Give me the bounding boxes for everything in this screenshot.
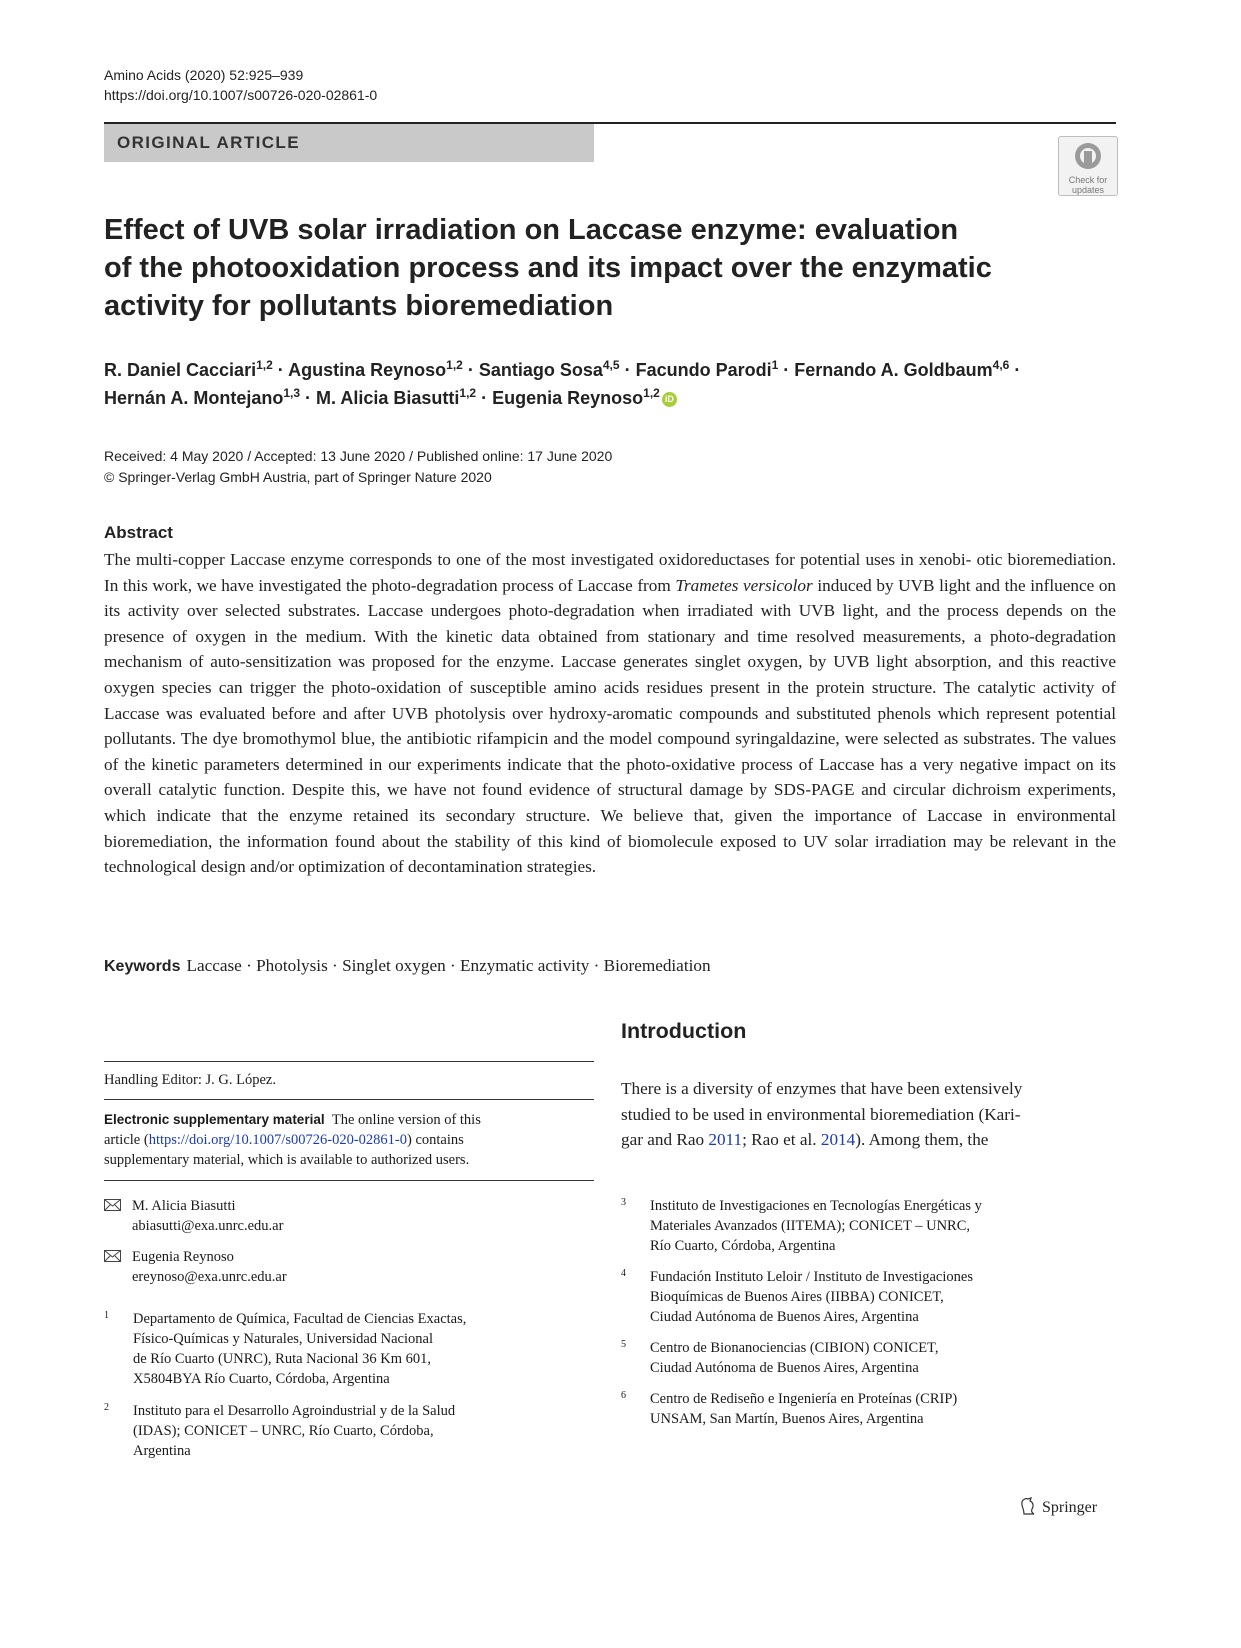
abstract-text: selected as substrates. The values of the kinetic parameters determined in our experiments indicate that the photo-oxidative	[104, 729, 1117, 774]
author-name[interactable]: Agustina Reynoso	[288, 360, 447, 380]
keywords-label: Keywords	[104, 958, 181, 975]
affiliation-line: Ciudad Autónoma de Buenos Aires, Argentina	[650, 1360, 919, 1376]
affiliation-line: (IDAS); CONICET – UNRC, Río Cuarto, Córdoba,	[133, 1423, 434, 1439]
footnote-rule	[104, 1099, 594, 1100]
abstract-text: structure. We believe that, given the importance of Laccase in environmental bioremediation, the information found about	[104, 805, 1116, 851]
contact-email[interactable]: ereynoso@exa.unrc.edu.ar	[132, 1269, 287, 1285]
abstract-text: the enzyme. Laccase generates singlet oxygen, by UVB light absorption, and this reactive oxygen species can trigger the	[104, 652, 1117, 697]
check-for-updates-icon	[1073, 141, 1103, 171]
contact-name: M. Alicia Biasutti	[132, 1198, 236, 1214]
springer-horse-icon	[1018, 1496, 1038, 1516]
article-type-label: ORIGINAL ARTICLE	[117, 133, 300, 152]
esm-link[interactable]: https://doi.org/10.1007/s00726-020-02861-0	[148, 1132, 408, 1148]
author-name[interactable]: R. Daniel Cacciari	[104, 360, 257, 380]
abstract-text: optimization of decontamination strategies.	[298, 857, 597, 877]
intro-text: ; Rao et al.	[742, 1130, 821, 1150]
affiliation-number: 4	[621, 1268, 626, 1279]
author-affiliation: 4,6	[992, 358, 1010, 372]
citation-link[interactable]: 2011	[708, 1130, 743, 1150]
publication-dates	[104, 446, 612, 488]
esm-label: Electronic supplementary material	[104, 1112, 325, 1127]
introduction-body	[621, 1076, 1114, 1153]
abstract-text: process of Laccase has a very negative impact on its overall catalytic function. Despite this, we have not found evidence of	[104, 754, 1116, 800]
citation-link[interactable]: 2014	[820, 1130, 856, 1150]
affiliation-entry	[621, 1267, 1061, 1327]
author-list	[104, 356, 1114, 412]
doi-line[interactable]: https://doi.org/10.1007/s00726-020-02861-0	[104, 87, 378, 103]
affiliation-line: Bioquímicas de Buenos Aires (IIBBA) CONICET,	[650, 1289, 944, 1305]
keywords-text: Laccase · Photolysis · Singlet oxygen · Enzymatic activity · Bioremediation	[186, 956, 711, 975]
title-line: Effect of UVB solar irradiation on Laccase enzyme: evaluation	[104, 214, 959, 246]
affiliation-entry	[104, 1401, 544, 1461]
affiliation-line: Centro de Rediseño e Ingeniería en Proteínas (CRIP)	[650, 1391, 958, 1407]
date-history: Received: 4 May 2020 / Accepted: 13 June 2020 / Published online: 17 June 2020	[104, 448, 613, 464]
affiliation-entry	[621, 1196, 1061, 1256]
abstract-text: The multi-copper Laccase enzyme corresponds to one of the most investigated oxidoreductases for potential uses in xenobi-	[104, 550, 972, 569]
supplementary-note	[104, 1110, 544, 1170]
affiliation-line: Físico-Químicas y Naturales, Universidad Nacional	[133, 1331, 433, 1347]
intro-text: gar and Rao	[621, 1130, 709, 1150]
author-affiliation: 1,3	[283, 386, 301, 400]
abstract-text: from stationary and time resolved measurements, a photo-degradation mechanism of auto-sensitization was proposed for	[104, 626, 1117, 672]
affiliation-number: 2	[104, 1402, 109, 1413]
envelope-icon	[104, 1199, 121, 1211]
affiliation-line: X5804BYA Río Cuarto, Córdoba, Argentina	[133, 1371, 390, 1387]
abstract-text: potential pollutants. The dye bromothymol blue, the antibiotic rifampicin and the model compound syringaldazine, were	[104, 703, 1117, 749]
affiliation-line: Río Cuarto, Córdoba, Argentina	[650, 1238, 836, 1254]
author-affiliation: 1,2	[446, 358, 463, 372]
orcid-icon[interactable]: iD	[662, 392, 677, 407]
affiliation-line: Instituto para el Desarrollo Agroindustrial y de la Salud	[133, 1403, 456, 1419]
title-line: of the photooxidation process and its impact over the enzymatic	[104, 252, 992, 284]
affiliation-line: UNSAM, San Martín, Buenos Aires, Argentina	[650, 1411, 924, 1427]
contact-entry	[104, 1247, 574, 1287]
author-line: R. Daniel Cacciari$^{1,2}$ · Agustina Reynoso$^{1,2}$ · Santiago Sosa$^{4,5}$ · Facundo Parodi$^1$ · Fernando A. Goldbaum$^{4,6}$ ·	[104, 358, 1021, 380]
affiliation-number: 1	[104, 1310, 109, 1321]
esm-text: supplementary material, which is available to authorized users.	[104, 1152, 470, 1168]
affiliation-line: Fundación Instituto Leloir / Instituto de Investigaciones	[650, 1269, 973, 1285]
author-affiliation: 1	[771, 358, 779, 372]
intro-text: ). Among them, the	[855, 1130, 989, 1150]
esm-text: The online version of this	[331, 1112, 481, 1128]
paper-title	[104, 211, 1064, 325]
introduction-heading: Introduction	[621, 1019, 747, 1043]
abstract-text: the stability of this kind of biomolecule exposed to UV solar irradiation may be relevant in the technological design and/or	[104, 831, 1117, 877]
footnote-rule	[104, 1180, 594, 1181]
affiliation-number: 6	[621, 1390, 626, 1401]
check-for-updates-badge[interactable]	[1058, 136, 1118, 196]
article-type-banner	[104, 124, 594, 162]
title-line: activity for pollutants bioremediation	[104, 290, 614, 322]
esm-text: article (	[104, 1132, 149, 1148]
handling-editor: Handling Editor: J. G. López.	[104, 1072, 276, 1088]
copyright-line: © Springer-Verlag GmbH Austria, part of Springer Nature 2020	[104, 469, 492, 485]
affiliation-line: Instituto de Investigaciones en Tecnologías Energéticas y	[650, 1198, 982, 1214]
journal-line: Amino Acids (2020) 52:925–939	[104, 67, 304, 83]
abstract-body	[104, 547, 1116, 880]
author-affiliation: 1,2	[459, 386, 477, 400]
journal-citation	[104, 65, 377, 105]
author-name[interactable]: Fernando A. Goldbaum	[794, 360, 993, 380]
author-name[interactable]: Facundo Parodi	[635, 360, 772, 380]
author-affiliation: 1,2	[256, 358, 273, 372]
species-name: Trametes versicolor	[675, 575, 813, 595]
author-name[interactable]: M. Alicia Biasutti	[316, 388, 460, 408]
badge-label-line1: Check for	[1068, 175, 1108, 185]
intro-line: studied to be used in environmental bioremediation (Kari-	[621, 1104, 1021, 1124]
envelope-icon	[104, 1250, 121, 1262]
affiliation-line: Centro de Bionanociencias (CIBION) CONICET,	[650, 1340, 939, 1356]
badge-label	[1059, 175, 1117, 195]
affiliation-entry	[621, 1338, 1061, 1378]
contact-entry	[104, 1196, 574, 1236]
abstract-heading: Abstract	[104, 523, 173, 542]
abstract-text: otic bioremediation. In this work, we have investigated the photo-degradation process of Laccase from	[104, 550, 1116, 595]
footnote-rule	[104, 1061, 594, 1062]
abstract-text: photo-oxidation of susceptible amino acids residues present in the protein structure. The catalytic activity of Laccase was	[104, 677, 1116, 723]
abstract-text: structural damage by SDS-PAGE and circular dichroism experiments, which indicate that the enzyme retained its secondary	[104, 780, 1116, 825]
affiliation-entry	[621, 1389, 1061, 1429]
author-affiliation: 4,5	[602, 358, 620, 372]
esm-text: ) contains	[407, 1132, 464, 1148]
abstract-text: evaluated before and after UVB photolysis over hydroxy-aromatic compounds and substituted phenols which represent	[199, 703, 1050, 723]
intro-line	[621, 1127, 1114, 1153]
affiliation-line: Departamento de Química, Facultad de Ciencias Exactas,	[133, 1311, 467, 1327]
affiliation-number: 5	[621, 1339, 626, 1350]
author-name[interactable]: Hernán A. Montejano	[104, 388, 284, 408]
abstract-text: irradiated with UVB light, and the process depends on the presence of oxygen in the medium. With the kinetic data obtained	[104, 601, 1116, 646]
contact-email[interactable]: abiasutti@exa.unrc.edu.ar	[132, 1218, 284, 1234]
author-affiliation: 1,2	[643, 386, 660, 400]
intro-line: There is a diversity of enzymes that have been extensively	[621, 1079, 1023, 1098]
affiliation-line: Ciudad Autónoma de Buenos Aires, Argentina	[650, 1309, 919, 1325]
publisher-name: Springer	[1042, 1499, 1098, 1516]
affiliation-number: 3	[621, 1197, 626, 1208]
affiliation-line: de Río Cuarto (UNRC), Ruta Nacional 36 Km 601,	[133, 1351, 432, 1367]
author-line: Hernán A. Montejano$^{1,3}$ · M. Alicia Biasutti$^{1,2}$ · Eugenia Reynoso$^{1,2}$ iD	[104, 384, 1114, 412]
affiliation-line: Argentina	[133, 1443, 191, 1459]
abstract-text: induced by UVB light and the influence on its activity over selected substrates. Laccase undergoes photo-degradation when	[104, 575, 1117, 621]
badge-label-line2: updates	[1071, 185, 1105, 195]
affiliation-line: Materiales Avanzados (IITEMA); CONICET – UNRC,	[650, 1218, 971, 1234]
affiliation-entry	[104, 1309, 544, 1389]
publisher-logo	[1018, 1496, 1097, 1517]
keywords	[104, 956, 711, 976]
contact-name: Eugenia Reynoso	[132, 1249, 234, 1265]
author-name[interactable]: Eugenia Reynoso	[492, 388, 644, 408]
author-name[interactable]: Santiago Sosa	[478, 360, 603, 380]
